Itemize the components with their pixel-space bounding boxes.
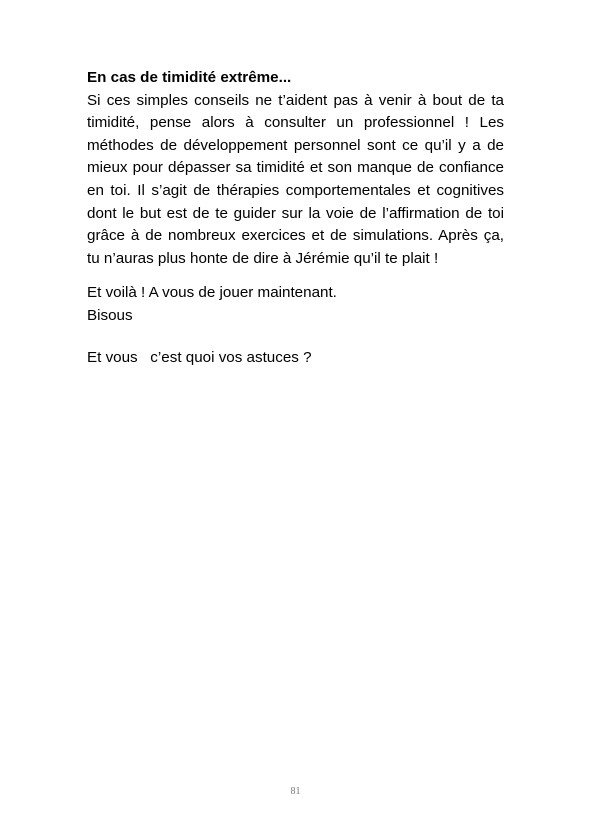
page-number: 81 xyxy=(290,786,301,797)
section-heading: En cas de timidité extrême... xyxy=(87,69,292,86)
signoff: Bisous xyxy=(87,306,133,324)
question-block xyxy=(87,347,504,370)
closing-line: Et voilà ! A vous de jouer maintenant. xyxy=(87,284,337,302)
body-paragraph: Si ces simples conseils ne t’aident pas à venir à bout de ta timidité, pense alors à consulter un professionnel ! Les méthodes de développement personnel sont ce qu’il y a de mieux pour dépasser sa timidité et son manque de confiance en toi. Il s’agit de thérapies comportementales et cognitives dont le but est de te guider sur la voie de l’affirmation de toi grâce à de nombreux exercices et de simulations. Après ça, tu n’auras plus honte de dire à Jérémie qu’il te plait ! xyxy=(87,91,504,267)
page-content xyxy=(87,67,504,369)
closing-question: Et vous c’est quoi vos astuces ? xyxy=(87,348,312,366)
closing-block xyxy=(87,282,504,327)
